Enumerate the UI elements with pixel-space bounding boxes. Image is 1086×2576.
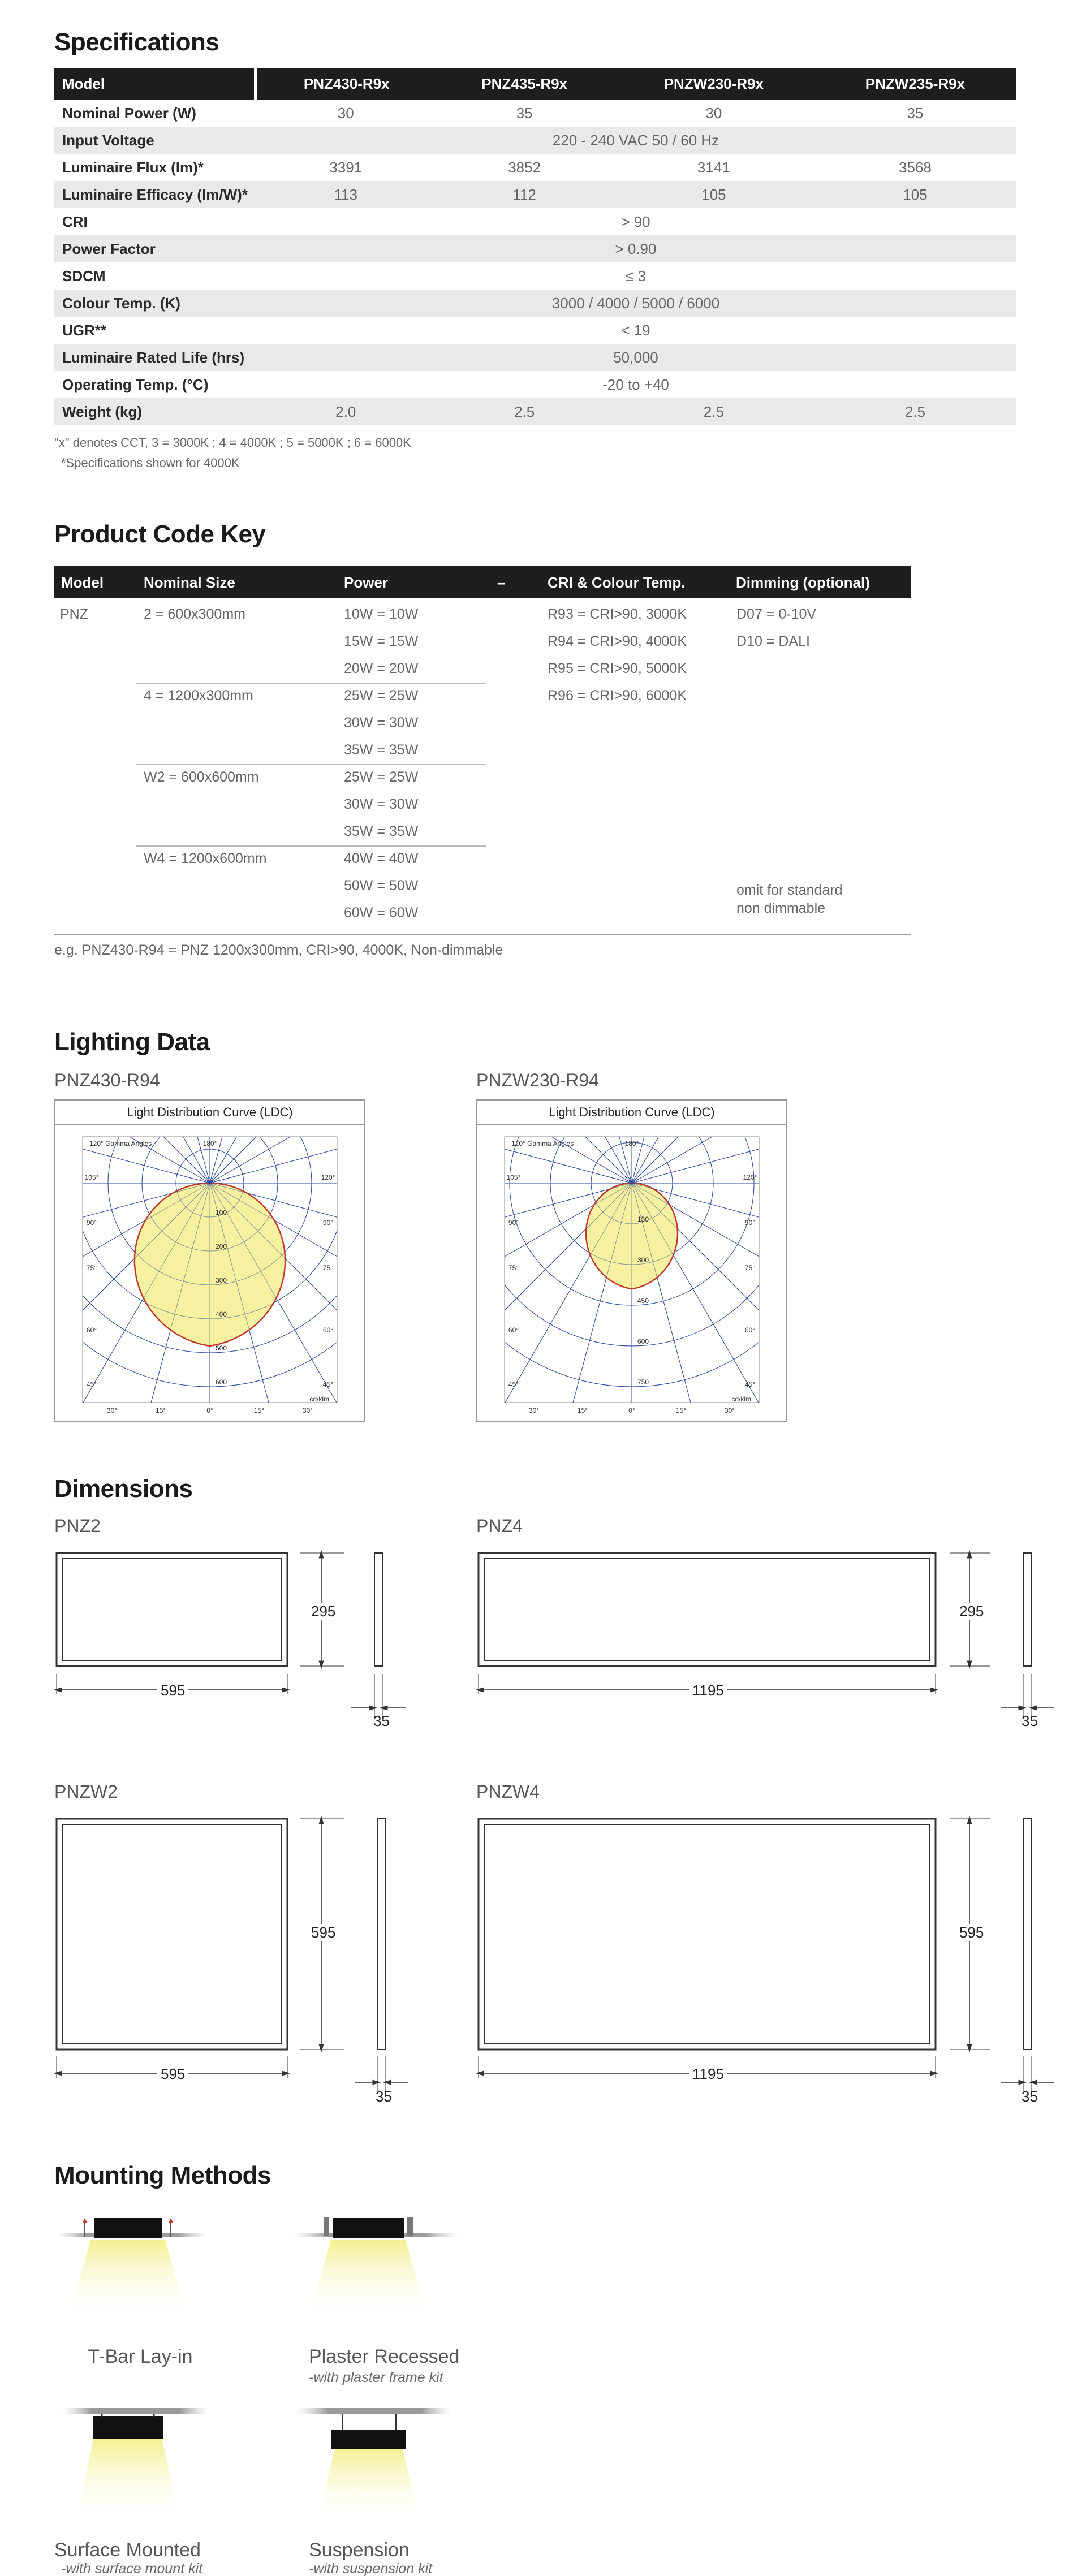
pnzw4-front-inner: [484, 1824, 930, 2044]
code-key-size: 2 = 600x300mm: [144, 606, 245, 622]
spec-cell: 112: [436, 181, 613, 208]
ldc-grid-spoke: [477, 1125, 632, 1183]
ldc-grid-spoke: [210, 1125, 364, 1183]
ldc-radial-label: 400: [216, 1310, 227, 1318]
ldc-grid-spoke: [477, 1125, 632, 1183]
spec-cell: < 19: [621, 321, 650, 339]
mounting-method-name: Surface Mounted: [54, 2539, 201, 2561]
spec-footnote-cct: "x" denotes CCT, 3 = 3000K ; 4 = 4000K ; 5 = 5000K ; 6 = 6000K: [54, 435, 411, 450]
spec-row: [54, 317, 1016, 344]
pnz2-front-inner: [62, 1559, 282, 1660]
ldc-grid-spoke: [544, 1125, 632, 1183]
mounting-method-name: Plaster Recessed: [309, 2346, 460, 2367]
code-key-size: W4 = 1200x600mm: [144, 851, 267, 866]
ldc-unit-label: cd/klm: [309, 1395, 329, 1403]
spec-row: [54, 398, 1016, 425]
ldc-grid-spoke: [210, 1125, 364, 1183]
code-key-power: 30W = 30W: [344, 796, 419, 812]
pnz4-depth-value: 35: [1022, 1712, 1038, 1729]
ldc-radial-label: 300: [637, 1256, 649, 1264]
spec-row-label: Luminaire Flux (lm)*: [62, 158, 204, 176]
pnzw4-height-value: 595: [959, 1924, 984, 1941]
pnzw2-side-profile: [378, 1819, 386, 2049]
spec-row-label: Power Factor: [54, 235, 256, 262]
pnz2-height-value: 295: [311, 1603, 336, 1620]
code-key-omit-note: non dimmable: [736, 900, 826, 916]
ldc-grid-spoke: [55, 1125, 210, 1183]
spec-cell: 30: [705, 104, 722, 122]
ldc-bottom-label: 30°: [106, 1406, 118, 1414]
ldc-grid-spoke: [210, 1125, 364, 1183]
ldc-angle-label: 60°: [744, 1326, 756, 1334]
spec-header-col: PNZW230-R9x: [613, 68, 815, 100]
spec-header-col: PNZ435-R9x: [436, 68, 613, 100]
code-key-power: 25W = 25W: [344, 769, 419, 785]
pnzw2-height-value: 595: [311, 1924, 336, 1941]
ldc-grid-spoke: [55, 1125, 210, 1183]
spec-cell: 2.0: [256, 398, 436, 425]
ldc-grid-spoke: [55, 1125, 210, 1183]
ldc-grid-spoke: [210, 1125, 364, 1183]
pnz4-side-profile: [1024, 1553, 1032, 1666]
ldc-grid-spoke: [477, 1125, 632, 1183]
spec-row-label: UGR**: [62, 321, 107, 339]
ldc-bottom-label: 0°: [206, 1406, 213, 1414]
surface-mounted-illustration: [62, 2408, 209, 2522]
spec-row-label: SDCM: [62, 267, 106, 284]
ldc-radial-label: 150: [637, 1215, 649, 1223]
code-key-power: 25W = 25W: [344, 688, 419, 704]
pnz4-front-inner: [484, 1559, 930, 1660]
ldc-angle-label: 105°: [84, 1173, 99, 1181]
spec-cell: -20 to +40: [602, 376, 669, 393]
spec-row-label: Nominal Power (W): [62, 104, 196, 122]
pnz2-front-outline: [57, 1553, 287, 1666]
code-key-size: 4 = 1200x300mm: [144, 688, 253, 704]
ldc-bottom-label: 30°: [528, 1406, 540, 1414]
spec-row-label: Input Voltage: [54, 127, 256, 154]
ldc-chart-title: Light Distribution Curve (LDC): [55, 1101, 364, 1125]
code-key-title: Product Code Key: [54, 520, 266, 548]
spec-row-label: CRI: [62, 213, 88, 230]
pnzw2-width-value: 595: [157, 2065, 188, 2083]
ldc-angle-label: 75°: [86, 1264, 97, 1272]
ldc-angle-label: 75°: [744, 1264, 756, 1272]
spec-row: [54, 208, 1016, 235]
ldc-bottom-label: 30°: [302, 1406, 313, 1414]
code-key-power: 35W = 35W: [344, 823, 419, 839]
ldc-unit-label: cd/klm: [731, 1395, 751, 1403]
plaster-recessed-illustration: [294, 2217, 458, 2319]
spec-header-row: [54, 68, 1016, 100]
ldc-bottom-label: 15°: [577, 1406, 588, 1414]
lighting-title: Lighting Data: [54, 1028, 210, 1056]
code-key-header-dash: –: [497, 574, 506, 591]
spec-row: [54, 371, 1016, 398]
spec-cell: 2.5: [436, 398, 613, 425]
code-key-divider: [136, 764, 486, 765]
ldc-angle-label: 105°: [506, 1173, 521, 1181]
mounting-method-note: -with plaster frame kit: [309, 2370, 443, 2385]
spec-cell: 113: [256, 181, 436, 208]
ldc-grid-spoke: [632, 1125, 719, 1183]
spec-row: [54, 290, 1016, 317]
ldc-radial-label: 200: [216, 1242, 227, 1250]
ldc-grid-spoke: [122, 1125, 210, 1183]
ldc-radial-label: 450: [637, 1297, 649, 1305]
ldc-bottom-label: 15°: [253, 1406, 265, 1414]
ldc-grid-spoke: [632, 1125, 786, 1183]
spec-row: [54, 235, 1016, 262]
ldc-radial-label: 500: [216, 1344, 227, 1352]
ldc-grid-spoke: [210, 1125, 298, 1183]
ldc-bottom-label: 0°: [628, 1406, 635, 1414]
mounting-method-note: -with surface mount kit: [61, 2561, 203, 2576]
spec-cell: 50,000: [256, 344, 1016, 371]
code-key-power: 30W = 30W: [344, 715, 419, 731]
specifications-title: Specifications: [54, 28, 219, 56]
ldc-angle-label: 45°: [86, 1380, 97, 1388]
ldc-bottom-label: 15°: [675, 1406, 687, 1414]
spec-header-col: PNZ430-R9x: [256, 68, 436, 100]
spec-cell: ≤ 3: [626, 267, 646, 284]
spec-cell: > 0.90: [256, 235, 1016, 262]
spec-cell: 2.5: [613, 398, 815, 425]
ldc-grid-spoke: [210, 1125, 298, 1183]
spec-row-label: Luminaire Rated Life (hrs): [54, 344, 256, 371]
ldc-grid-spoke: [632, 1125, 786, 1183]
spec-cell: 220 - 240 VAC 50 / 60 Hz: [256, 127, 1016, 154]
ldc-grid-spoke: [477, 1125, 632, 1183]
ldc-angle-label: 120°: [743, 1173, 757, 1181]
ldc-polar-plot: [477, 1125, 786, 1421]
ldc-angle-label: 75°: [508, 1264, 519, 1272]
code-key-header-model: Model: [61, 574, 104, 591]
ldc-grid-spoke: [632, 1125, 786, 1183]
ldc-angle-label: 45°: [508, 1380, 519, 1388]
ldc-angle-label: 60°: [322, 1326, 334, 1334]
code-key-power: 20W = 20W: [344, 661, 419, 676]
ldc-chart: [54, 1099, 365, 1422]
pnzw2-front-inner: [62, 1824, 282, 2044]
spec-cell: 3000 / 4000 / 5000 / 6000: [256, 290, 1016, 317]
code-key-cri: R95 = CRI>90, 5000K: [548, 661, 687, 676]
spec-cell: 105: [815, 181, 1016, 208]
code-key-dimming: D07 = 0-10V: [736, 606, 817, 622]
pnzw4-front-outline: [479, 1819, 936, 2049]
ldc-gamma-label: 120° Gamma Angles: [511, 1140, 574, 1147]
ldc-radial-label: 600: [216, 1378, 227, 1386]
ldc-grid-overlay: [477, 1125, 786, 1421]
pnzw2-depth-value: 35: [376, 2088, 392, 2105]
ldc-grid-spoke: [210, 1125, 364, 1183]
dimension-label: PNZW2: [54, 1781, 118, 1802]
dimension-drawings: [0, 1504, 1086, 2126]
ldc-grid-spoke: [210, 1125, 364, 1183]
ldc-angle-label: 60°: [86, 1326, 97, 1334]
code-key-power: 10W = 10W: [344, 606, 419, 622]
ldc-grid-spoke: [55, 1125, 210, 1183]
code-key-power: 50W = 50W: [344, 878, 419, 894]
ldc-grid-spoke: [477, 1125, 632, 1183]
code-key-size: W2 = 600x600mm: [144, 769, 259, 785]
code-key-bottom-rule: [54, 934, 911, 935]
ldc-grid-spoke: [632, 1125, 786, 1183]
ldc-radial-label: 750: [637, 1378, 649, 1386]
code-key-dimming: D10 = DALI: [736, 633, 810, 649]
ldc-grid-spoke: [477, 1125, 632, 1183]
mounting-method-name: Suspension: [309, 2539, 410, 2561]
spec-footnote-4000k: *Specifications shown for 4000K: [61, 456, 240, 470]
ldc-grid-spoke: [632, 1125, 719, 1183]
ldc-angle-label: 45°: [322, 1380, 334, 1388]
pnzw4-width-value: 1195: [689, 2065, 727, 2083]
code-key-power: 60W = 60W: [344, 905, 419, 921]
ldc-grid-spoke: [210, 1125, 364, 1183]
code-key-omit-note: omit for standard: [736, 882, 843, 898]
spec-row: [54, 100, 1016, 127]
dimensions-title: Dimensions: [54, 1475, 193, 1503]
code-key-header-cri: CRI & Colour Temp.: [548, 574, 686, 591]
code-key-example: e.g. PNZ430-R94 = PNZ 1200x300mm, CRI>90, 4000K, Non-dimmable: [54, 942, 503, 958]
code-key-cri: R94 = CRI>90, 4000K: [548, 633, 687, 649]
ldc-grid-spoke: [210, 1125, 364, 1183]
suspension-illustration: [297, 2408, 453, 2522]
spec-row: [54, 344, 1016, 371]
pnzw4-depth-value: 35: [1022, 2088, 1038, 2105]
dimension-label: PNZ2: [54, 1516, 101, 1536]
dimension-label: PNZ4: [476, 1516, 523, 1536]
ldc-chart-title: Light Distribution Curve (LDC): [477, 1101, 786, 1125]
ldc-top-label: 180°: [202, 1140, 217, 1147]
mounting-title: Mounting Methods: [54, 2161, 272, 2189]
ldc-angle-label: 90°: [508, 1219, 519, 1227]
code-key-power: 40W = 40W: [344, 851, 419, 866]
ldc-grid-overlay: [55, 1125, 364, 1421]
ldc-angle-label: 90°: [86, 1219, 97, 1227]
mounting-method-name: T-Bar Lay-in: [88, 2346, 193, 2367]
dimension-label: PNZW4: [476, 1781, 540, 1802]
code-key-divider: [136, 683, 486, 684]
ldc-angle-label: 75°: [322, 1264, 334, 1272]
spec-cell: > 90: [621, 213, 650, 230]
ldc-chart: [476, 1099, 787, 1422]
ldc-angle-label: 45°: [744, 1380, 756, 1388]
ldc-angle-label: 90°: [744, 1219, 756, 1227]
ldc-grid-spoke: [477, 1125, 632, 1183]
ldc-angle-label: 120°: [321, 1173, 335, 1181]
ldc-grid-spoke: [477, 1125, 632, 1183]
spec-row-label: Operating Temp. (°C): [62, 376, 209, 393]
spec-cell: 105: [613, 181, 815, 208]
ldc-grid-spoke: [544, 1125, 632, 1183]
code-key-model: PNZ: [60, 606, 88, 622]
ldc-gamma-label: 120° Gamma Angles: [89, 1140, 152, 1147]
spec-cell: 3141: [697, 158, 730, 176]
spec-cell: 3391: [329, 158, 363, 176]
spec-row-label: Weight (kg): [54, 398, 256, 425]
code-key-divider: [136, 845, 486, 847]
ldc-top-label: 180°: [624, 1140, 639, 1147]
code-key-header-dimming: Dimming (optional): [736, 574, 870, 591]
pnz4-width-value: 1195: [689, 1682, 727, 1699]
ldc-model-label: PNZ430-R94: [54, 1070, 160, 1090]
spec-row: [54, 262, 1016, 290]
ldc-grid-spoke: [122, 1125, 210, 1183]
ldc-grid-spoke: [632, 1125, 786, 1183]
ldc-grid-spoke: [632, 1125, 786, 1183]
spec-cell: 2.5: [815, 398, 1016, 425]
code-key-cri: R93 = CRI>90, 3000K: [548, 606, 687, 622]
ldc-grid-spoke: [55, 1125, 210, 1183]
specifications-table: [54, 68, 1016, 425]
spec-cell: 35: [907, 104, 924, 122]
ldc-radial-label: 100: [216, 1209, 227, 1216]
ldc-angle-label: 90°: [322, 1219, 334, 1227]
ldc-radial-label: 600: [637, 1337, 649, 1345]
pnz2-width-value: 595: [157, 1682, 188, 1699]
ldc-grid-spoke: [632, 1125, 786, 1183]
spec-row: [54, 154, 1016, 181]
code-key-power: 15W = 15W: [344, 633, 419, 649]
spec-row-label: Luminaire Efficacy (lm/W)*: [54, 181, 256, 208]
ldc-grid-spoke: [632, 1125, 786, 1183]
ldc-bottom-label: 30°: [724, 1406, 735, 1414]
ldc-polar-plot: [55, 1125, 364, 1421]
pnz2-depth-value: 35: [373, 1712, 390, 1729]
t-bar-illustration: [57, 2218, 208, 2319]
spec-row: [54, 181, 1016, 208]
spec-cell: 35: [516, 104, 533, 122]
pnzw2-front-outline: [57, 1819, 287, 2049]
spec-row-label: Colour Temp. (K): [54, 290, 256, 317]
spec-cell: 3568: [899, 158, 932, 176]
spec-header-col: PNZW235-R9x: [815, 68, 1016, 100]
code-key-header-power: Power: [344, 574, 389, 591]
spec-row: [54, 127, 1016, 154]
ldc-grid-spoke: [55, 1125, 210, 1183]
ldc-radial-label: 300: [216, 1276, 227, 1284]
code-key-cri: R96 = CRI>90, 6000K: [548, 688, 687, 704]
pnz4-height-value: 295: [959, 1603, 984, 1620]
spec-header-model: Model: [54, 68, 256, 100]
code-key-header-size: Nominal Size: [144, 574, 235, 591]
code-key-header: [54, 566, 911, 598]
code-key-power: 35W = 35W: [344, 742, 419, 758]
ldc-grid-spoke: [55, 1125, 210, 1183]
pnz4-front-outline: [479, 1553, 936, 1666]
ldc-angle-label: 60°: [508, 1326, 519, 1334]
ldc-model-label: PNZW230-R94: [476, 1070, 599, 1090]
spec-cell: 30: [337, 104, 354, 122]
ldc-bottom-label: 15°: [155, 1406, 166, 1414]
ldc-grid-spoke: [55, 1125, 210, 1183]
pnz2-side-profile: [374, 1553, 382, 1666]
spec-cell: 3852: [508, 158, 541, 176]
mounting-method-note: -with suspension kit: [309, 2561, 433, 2576]
pnzw4-side-profile: [1024, 1819, 1032, 2049]
